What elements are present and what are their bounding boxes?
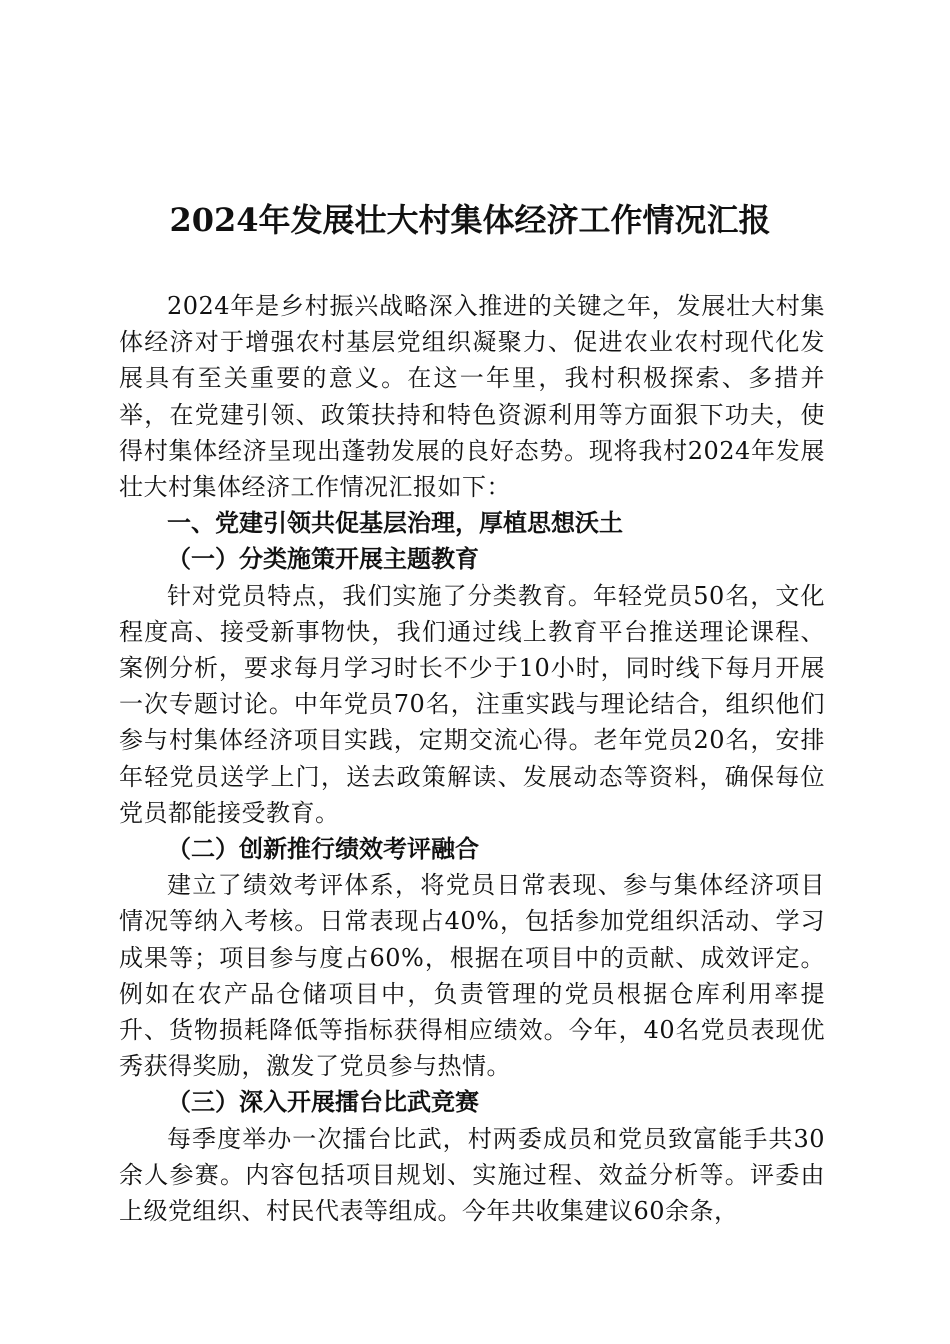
document-body	[119, 288, 825, 1229]
subsection-heading-1: （一）分类施策开展主题教育	[167, 544, 479, 574]
subsection-heading-3: （三）深入开展擂台比武竞赛	[167, 1087, 479, 1117]
subsection-paragraph-3: 每季度举办一次擂台比武，村两委成员和党员致富能手共30余人参赛。内容包括项目规划、实施过程、效益分析等。评委由上级党组织、村民代表等组成。今年共收集建议60余条，	[119, 1124, 825, 1226]
section-heading-1: 一、党建引领共促基层治理，厚植思想沃土	[167, 508, 623, 538]
subsection-paragraph-2: 建立了绩效考评体系，将党员日常表现、参与集体经济项目情况等纳入考核。日常表现占40%，包括参加党组织活动、学习成果等；项目参与度占60%，根据在项目中的贡献、成效评定。例如在农产品仓储项目中，负责管理的党员根据仓库利用率提升、货物损耗降低等指标获得相应绩效。今年，40名党员表现优秀获得奖励，激发了党员参与热情。	[119, 871, 825, 1081]
intro-paragraph: 2024年是乡村振兴战略深入推进的关键之年，发展壮大村集体经济对于增强农村基层党组织凝聚力、促进农业农村现代化发展具有至关重要的意义。在这一年里，我村积极探索、多措并举，在党建引领、政策扶持和特色资源利用等方面狠下功夫，使得村集体经济呈现出蓬勃发展的良好态势。现将我村2024年发展壮大村集体经济工作情况汇报如下：	[119, 292, 825, 502]
subsection-heading-2: （二）创新推行绩效考评融合	[167, 834, 479, 864]
subsection-paragraph-1: 针对党员特点，我们实施了分类教育。年轻党员50名，文化程度高、接受新事物快，我们通过线上教育平台推送理论课程、案例分析，要求每月学习时长不少于10小时，同时线下每月开展一次专题讨论。中年党员70名，注重实践与理论结合，组织他们参与村集体经济项目实践，定期交流心得。老年党员20名，安排年轻党员送学上门，送去政策解读、发展动态等资料，确保每位党员都能接受教育。	[119, 581, 825, 827]
document-title: 2024年发展壮大村集体经济工作情况汇报	[169, 201, 771, 239]
